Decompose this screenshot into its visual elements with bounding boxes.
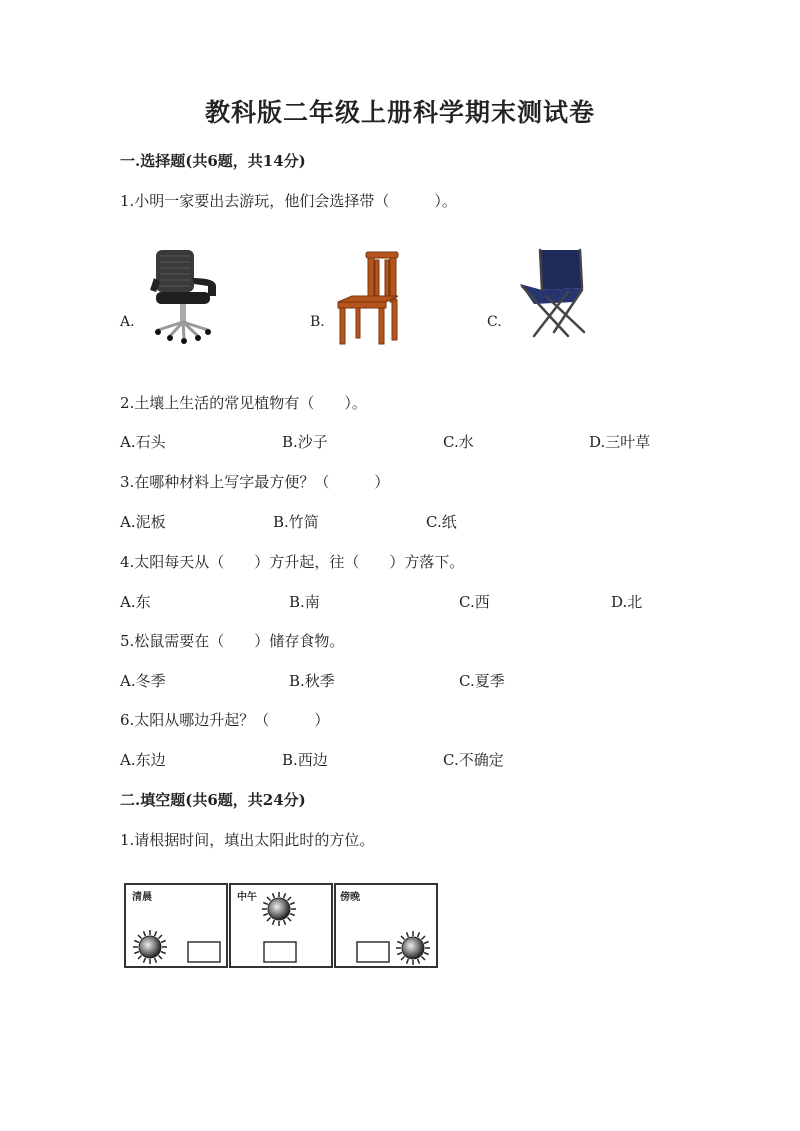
question-4-stem: 4.太阳每天从（ ）方升起，往（ ）方落下。 <box>120 553 465 571</box>
question-3-option-b[interactable]: B.竹简 <box>273 513 319 531</box>
question-5-option-b[interactable]: B.秋季 <box>289 672 335 690</box>
panel-label-evening: 傍晚 <box>340 892 360 903</box>
question-2-option-b[interactable]: B.沙子 <box>282 433 328 451</box>
question-6-option-a[interactable]: A.东边 <box>120 751 166 769</box>
question-1-stem: 1.小明一家要出去游玩，他们会选择带（ ）。 <box>120 192 457 210</box>
question-3-stem: 3.在哪种材料上写字最方便？（ ） <box>120 473 390 491</box>
sun-position-diagram <box>124 883 440 969</box>
question-6-stem: 6.太阳从哪边升起？（ ） <box>120 711 330 729</box>
question-5-stem: 5.松鼠需要在（ ）储存食物。 <box>120 632 345 650</box>
question-2-option-a[interactable]: A.石头 <box>120 433 166 451</box>
question-4-option-c[interactable]: C.西 <box>459 593 490 611</box>
question-3-option-c[interactable]: C.纸 <box>426 513 457 531</box>
office-chair-image <box>146 248 226 344</box>
section-heading-fill: 二.填空题(共6题，共24分) <box>120 791 306 809</box>
wooden-chair-image <box>334 250 404 346</box>
question-5-option-c[interactable]: C.夏季 <box>459 672 505 690</box>
question-2-stem: 2.土壤上生活的常见植物有（ ）。 <box>120 394 367 412</box>
panel-label-noon: 中午 <box>237 892 257 903</box>
question-5-option-a[interactable]: A.冬季 <box>120 672 166 690</box>
page-title: 教科版二年级上册科学期末测试卷 <box>204 98 595 127</box>
question-6-option-c[interactable]: C.不确定 <box>443 751 504 769</box>
question-4-option-d[interactable]: D.北 <box>611 593 643 611</box>
question-2-option-d[interactable]: D.三叶草 <box>589 433 651 451</box>
question-1-option-c[interactable]: C. <box>487 314 502 330</box>
question-2-option-c[interactable]: C.水 <box>443 433 474 451</box>
camp-chair-image <box>512 248 592 340</box>
fill-question-1-stem: 1.请根据时间，填出太阳此时的方位。 <box>120 831 375 849</box>
question-6-option-b[interactable]: B.西边 <box>282 751 328 769</box>
question-1-option-a[interactable]: A. <box>120 314 135 330</box>
question-4-option-b[interactable]: B.南 <box>289 593 320 611</box>
panel-label-morning: 清晨 <box>132 892 152 903</box>
question-3-option-a[interactable]: A.泥板 <box>120 513 166 531</box>
question-1-option-b[interactable]: B. <box>310 314 325 330</box>
question-4-option-a[interactable]: A.东 <box>120 593 151 611</box>
section-heading-choice: 一.选择题(共6题，共14分) <box>120 152 306 170</box>
